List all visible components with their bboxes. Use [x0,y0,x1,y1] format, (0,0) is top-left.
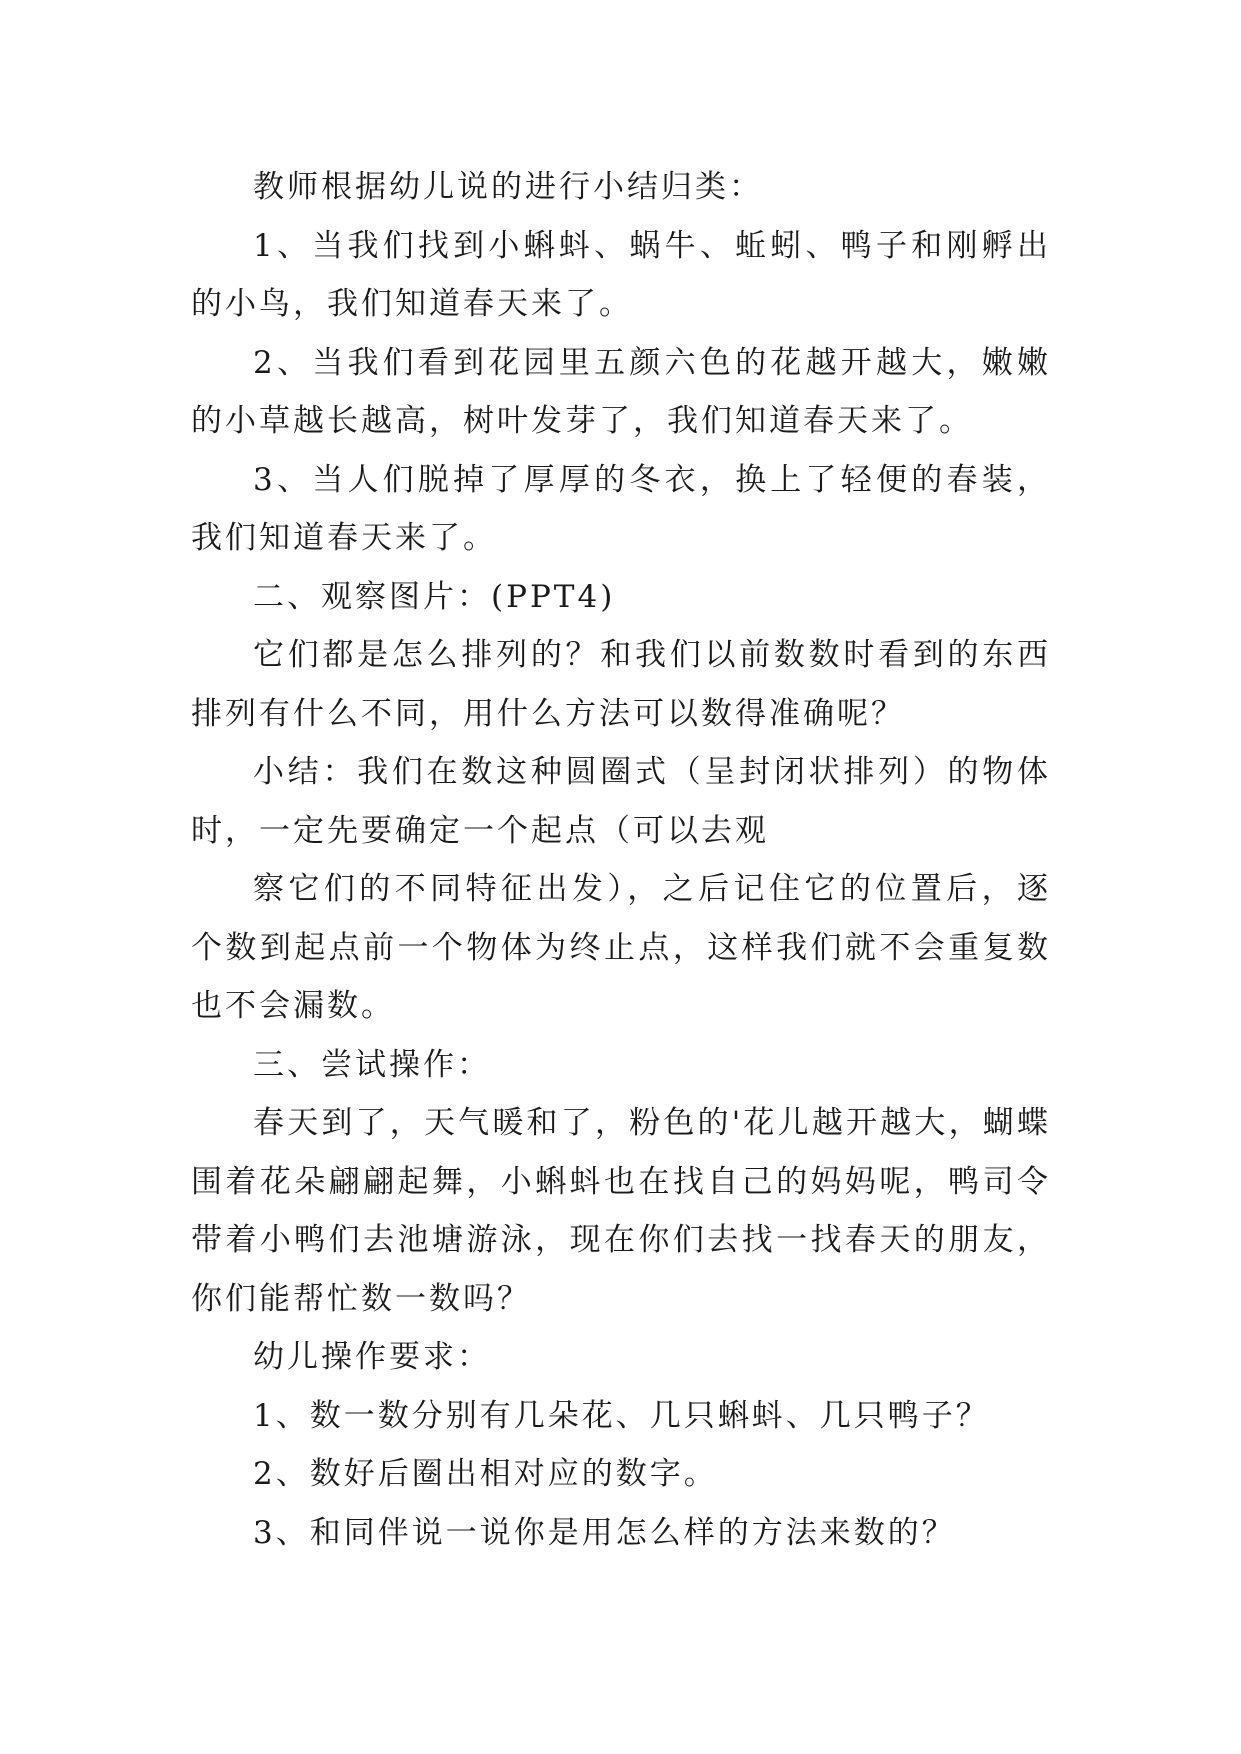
observe-question-paragraph: 它们都是怎么排列的？和我们以前数数时看到的东西排列有什么不同，用什么方法可以数得准确呢？ [191,637,1051,732]
summary-item-3: 3、当人们脱掉了厚厚的冬衣，换上了轻便的春装，我们知道春天来了。 [191,461,1051,556]
section-heading-observe: 二、观察图片：(PPT4) [253,578,616,615]
summary-intro-paragraph: 教师根据幼儿说的进行小结归类： [253,169,763,205]
observe-summary-continuation: 察它们的不同特征出发），之后记住它的位置后，逐个数到起点前一个物体为终止点，这样我们就不会重复数也不会漏数。 [191,871,1051,1024]
section-heading-operate: 三、尝试操作： [253,1046,491,1083]
requirement-item-1: 1、数一数分别有几朵花、几只蝌蚪、几只鸭子？ [253,1397,990,1434]
operate-requirements-heading: 幼儿操作要求： [253,1339,491,1375]
requirement-item-3: 3、和同伴说一说你是用怎么样的方法来数的？ [253,1514,956,1551]
requirement-item-2: 2、数好后圈出相对应的数字。 [253,1456,718,1492]
document-body [191,158,1051,1562]
observe-summary-paragraph: 小结：我们在数这种圆圈式（呈封闭状排列）的物体时，一定先要确定一个起点（可以去观 [191,754,1051,849]
summary-item-1: 1、当我们找到小蝌蚪、蜗牛、蚯蚓、鸭子和刚孵出的小鸟，我们知道春天来了。 [191,227,1051,322]
summary-item-2: 2、当我们看到花园里五颜六色的花越开越大，嫩嫩的小草越长越高，树叶发芽了，我们知道春天来了。 [191,344,1051,439]
operate-story-paragraph: 春天到了，天气暖和了，粉色的'花儿越开越大，蝴蝶围着花朵翩翩起舞，小蝌蚪也在找自己的妈妈呢，鸭司令带着小鸭们去池塘游泳，现在你们去找一找春天的朋友，你们能帮忙数一数吗？ [191,1105,1051,1317]
